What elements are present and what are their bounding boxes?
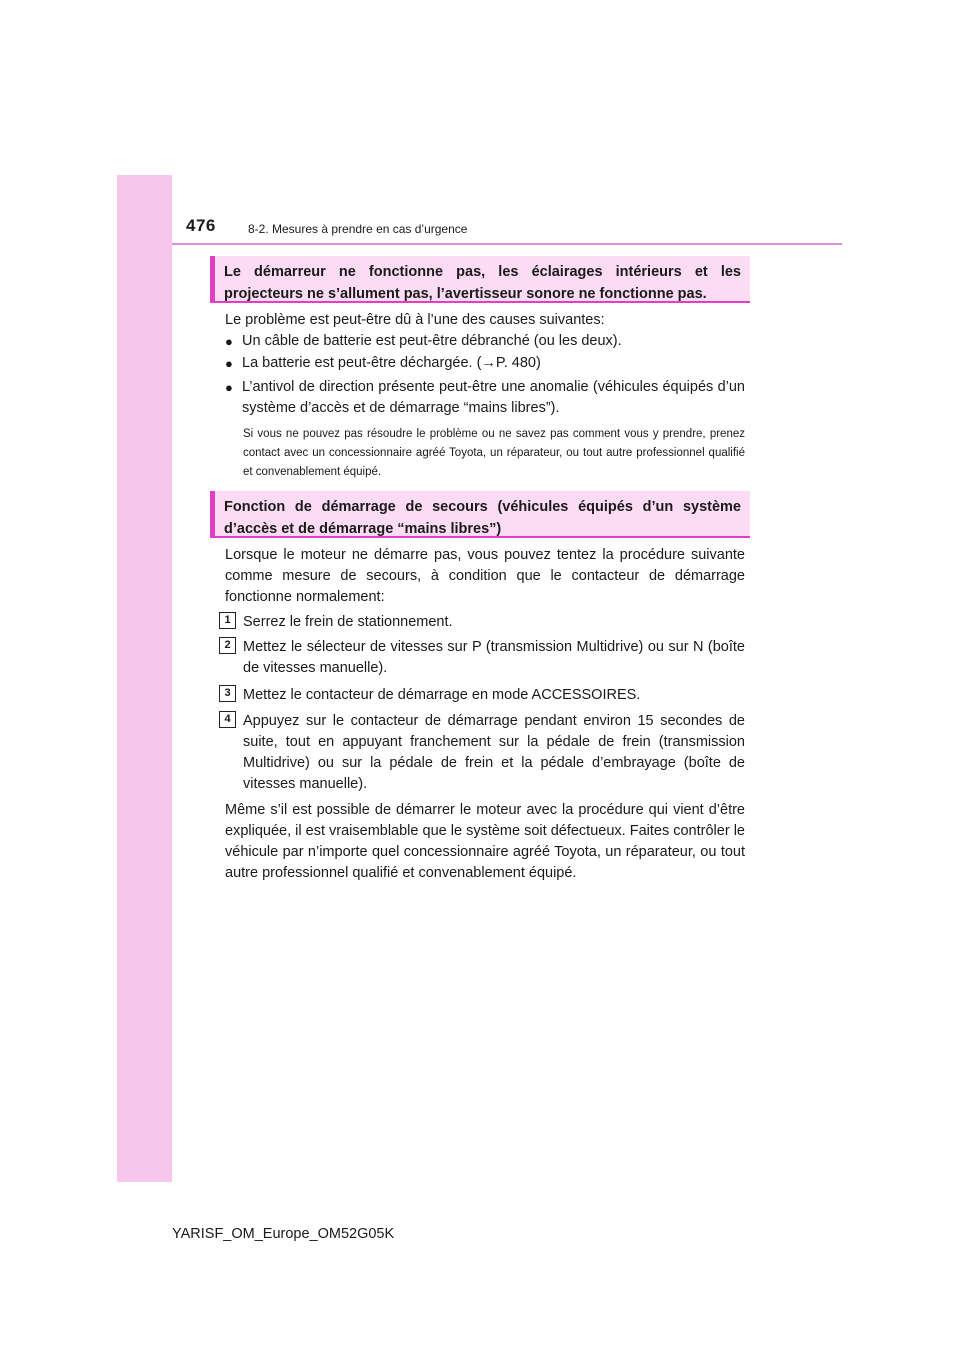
step-number-badge: 4 [219,711,236,728]
bullet-dot-icon: ● [225,380,233,395]
header-divider [172,243,842,245]
section-heading-starter-failure: Le démarreur ne fonctionne pas, les éclairages intérieurs et les projecteurs ne s’allument pas, l’avertisseur sonore ne fonctionne pas. [210,256,750,303]
closing-paragraph: Même s’il est possible de démarrer le moteur avec la procédure qui vient d’être expliquée, il est vraisemblable que le système soit défectueux. Faites contrôler le véhicule par n’importe quel concessionnaire agréé Toyota, un réparateur, ou tout autre professionnel qualifié et convenablement équipé. [225,802,745,881]
section-title: 8-2. Mesures à prendre en cas d’urgence [248,222,468,236]
step-number-badge: 3 [219,685,236,702]
causes-intro: Le problème est peut-être dû à l’une des causes suivantes: [225,312,605,328]
cause-item [225,353,745,374]
step-text: Mettez le contacteur de démarrage en mode ACCESSOIRES. [243,687,641,703]
procedure-intro: Lorsque le moteur ne démarre pas, vous pouvez tentez la procédure suivante comme mesure de secours, à condition que le contacteur de démarrage fonctionne normalement: [225,547,745,605]
step-text: Mettez le sélecteur de vitesses sur P (transmission Multidrive) ou sur N (boîte de vitesses manuelle). [243,639,745,676]
step-number-badge: 1 [219,612,236,629]
cause-text: Un câble de batterie est peut-être débranché (ou les deux). [242,333,622,349]
step-number-badge: 2 [219,637,236,654]
cause-text: L’antivol de direction présente peut-être une anomalie (véhicules équipés d’un système d’accès et de démarrage “mains libres”). [242,379,745,416]
cause-item [225,331,745,352]
page-number: 476 [186,216,216,235]
side-tab-band [117,175,172,1182]
cause-text: La batterie est peut-être déchargée. (→P. 480) [242,355,541,371]
document-code: YARISF_OM_Europe_OM52G05K [172,1226,395,1242]
section-heading-emergency-start: Fonction de démarrage de secours (véhicules équipés d’un système d’accès et de démarrage “mains libres”) [210,491,750,538]
help-note: Si vous ne pouvez pas résoudre le problème ou ne savez pas comment vous y prendre, prenez contact avec un concessionnaire agréé Toyota, un réparateur, ou tout autre professionnel qualifié et convenablement équipé. [243,428,745,478]
cause-item [225,377,745,419]
bullet-dot-icon: ● [225,334,233,349]
step-text: Serrez le frein de stationnement. [243,614,453,630]
step-text: Appuyez sur le contacteur de démarrage pendant environ 15 secondes de suite, tout en appuyant franchement sur la pédale de frein (transmission Multidrive) ou sur la pédale de frein et la pédale d’embrayage (boîte de vitesses manuelle). [243,713,745,792]
bullet-dot-icon: ● [225,356,233,371]
